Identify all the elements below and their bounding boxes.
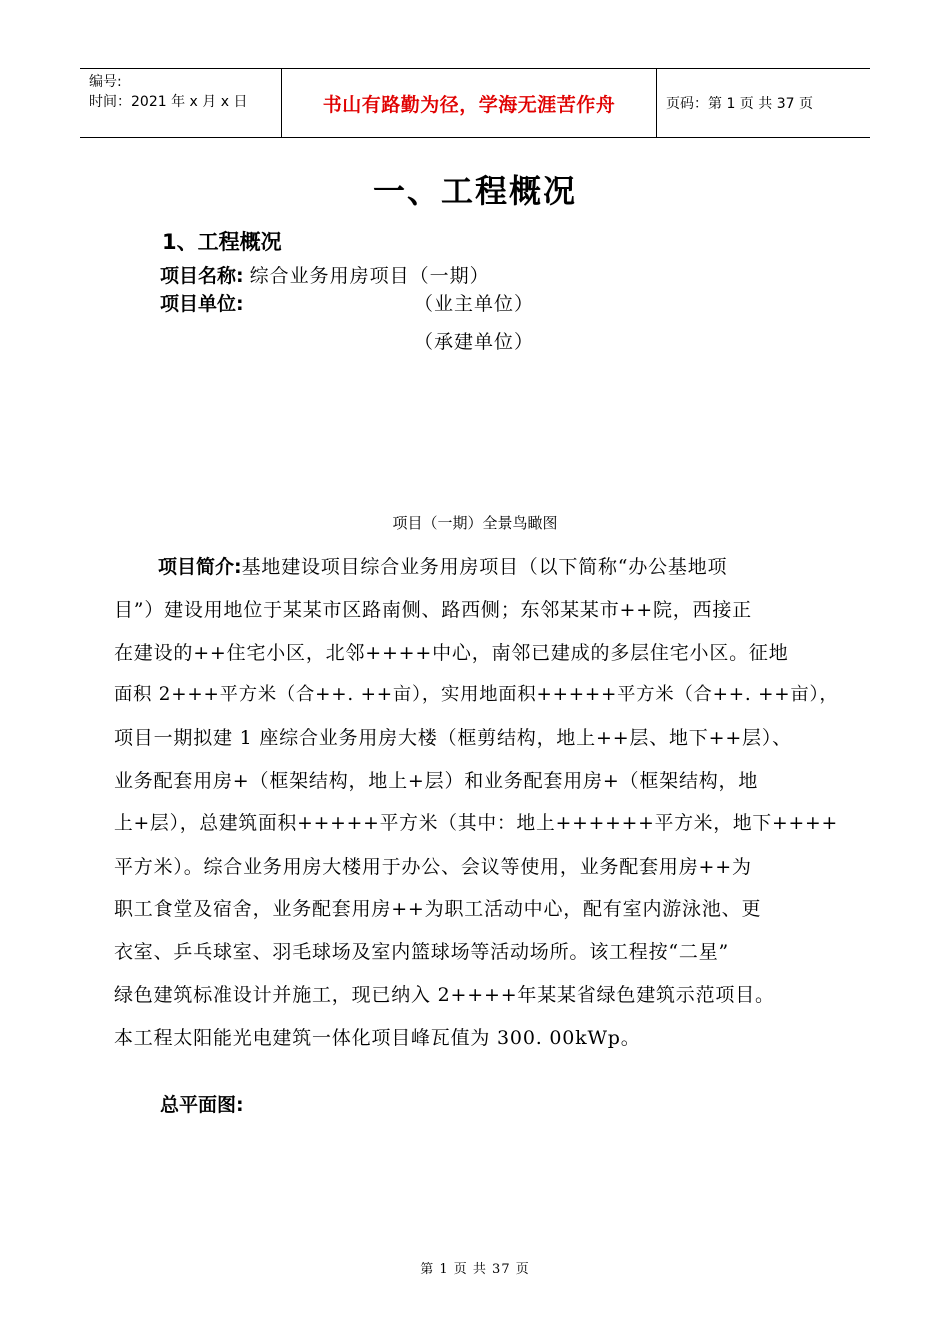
image-caption: 项目（一期）全景鸟瞰图 [392, 514, 558, 532]
intro-line: 项目一期拟建 1 座综合业务用房大楼（框剪结构，地上++层、地下++层）、 [114, 727, 792, 750]
intro-line: 在建设的++住宅小区，北邻++++中心，南邻已建成的多层住宅小区。征地 [114, 641, 789, 664]
project-name-row [160, 261, 490, 291]
intro-line: 目”）建设用地位于某某市区路南侧、路西侧；东邻某某市++院，西接正 [114, 598, 752, 621]
intro-label: 项目简介: [158, 556, 242, 578]
page-header [80, 68, 870, 138]
header-motto: 书山有路勤为径，学海无涯苦作舟 [281, 69, 657, 137]
intro-line: 职工食堂及宿舍，业务配套用房++为职工活动中心，配有室内游泳池、更 [114, 898, 762, 921]
intro-line: 平方米）。综合业务用房大楼用于办公、会议等使用，业务配套用房++为 [114, 855, 752, 878]
header-meta [80, 69, 281, 137]
intro-line: 本工程太阳能光电建筑一体化项目峰瓦值为 300. 00kWp。 [114, 1026, 641, 1049]
site-plan-heading: 总平面图: [160, 1094, 244, 1116]
intro-line: 衣室、乒乓球室、羽毛球场及室内篮球场等活动场所。该工程按“二星” [114, 941, 730, 964]
owner-unit: （业主单位） [414, 293, 535, 315]
section-heading: 1、工程概况 [162, 230, 282, 254]
project-unit-label: 项目单位: [160, 293, 244, 315]
builder-unit: （承建单位） [414, 331, 535, 353]
page-footer: 第 1 页 共 37 页 [420, 1262, 530, 1277]
project-name-value: 综合业务用房项目（一期） [249, 265, 490, 287]
intro-line: 项目简介:基地建设项目综合业务用房项目（以下简称“办公基地项 [158, 556, 728, 578]
document-title: 一、工程概况 [372, 172, 577, 210]
intro-line: 业务配套用房+（框架结构，地上+层）和业务配套用房+（框架结构，地 [114, 769, 759, 792]
project-name-label: 项目名称: [160, 265, 244, 287]
intro-line: 上+层），总建筑面积+++++平方米（其中：地上++++++平方米，地下++++ [114, 812, 838, 834]
project-unit-row [160, 289, 244, 319]
intro-line: 面积 2+++平方米（合++. ++亩），实用地面积+++++平方米（合++. ++亩）， [114, 684, 839, 706]
intro-line: 绿色建筑标准设计并施工，现已纳入 2++++年某某省绿色建筑示范项目。 [114, 983, 775, 1006]
header-page-info: 页码：第 1 页 共 37 页 [666, 96, 813, 112]
document-date: 时间：2021 年 x 月 x 日 [89, 94, 248, 110]
project-intro [114, 546, 838, 1060]
document-number-label: 编号: [89, 74, 122, 90]
